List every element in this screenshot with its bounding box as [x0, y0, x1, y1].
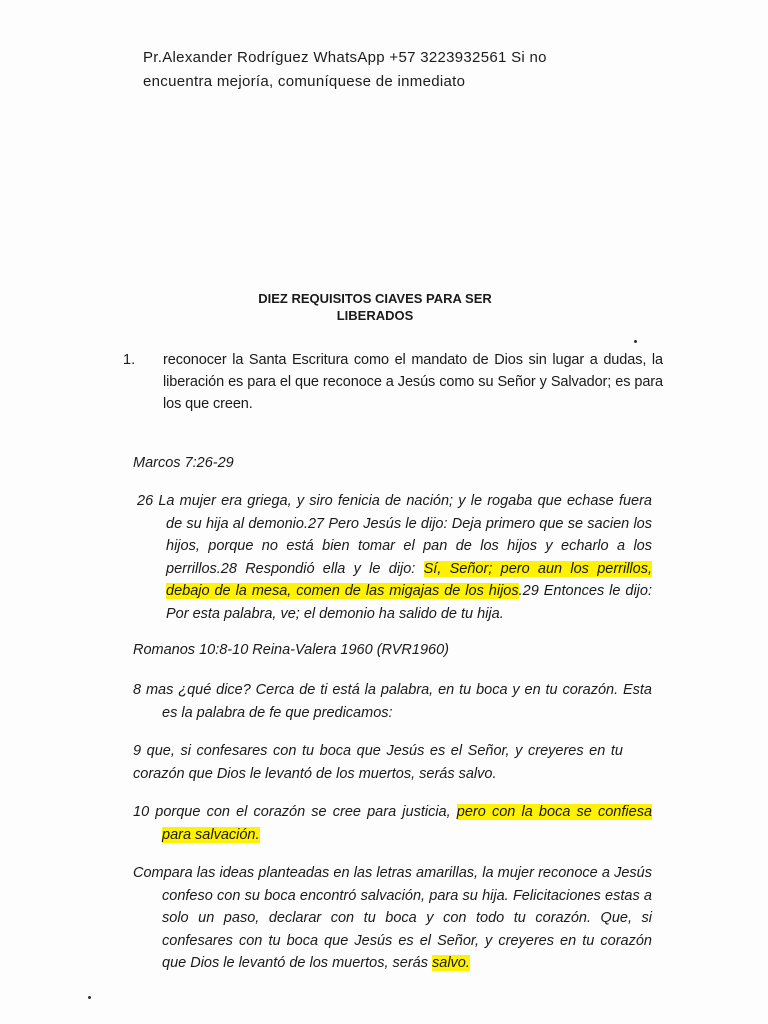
header-line-2: encuentra mejoría, comuníquese de inmediato: [143, 73, 466, 90]
romanos-verse-10: [133, 801, 652, 846]
verse-10-highlight: pero con la boca se confiesa para salvación.: [162, 804, 653, 843]
scripture-reference-marcos: Marcos 7:26-29: [133, 455, 234, 471]
marcos-highlight: Sí, Señor; pero aun los perrillos, debajo de la mesa, comen de las migajas de los hijos: [166, 560, 652, 599]
title-line-2: LIBERADOS: [336, 308, 414, 323]
requirement-item-1: [123, 349, 663, 415]
closing-highlight: salvo.: [432, 955, 470, 971]
romanos-verse-9: 9 que, si confesares con tu boca que Jesús es el Señor, y creyeres en tu corazón que Dios le levantó de los muertos, serás salvo.: [133, 743, 623, 782]
marcos-passage: [137, 490, 652, 625]
marcos-text-part-2: .29 Entonces le dijo: Por esta palabra, ve; el demonio ha salido de tu hija.: [166, 583, 652, 622]
verse-10-text: 10 porque con el corazón se cree para justicia,: [133, 804, 457, 820]
item-number: 1.: [123, 352, 136, 368]
closing-text: Compara las ideas planteadas en las letras amarillas, la mujer reconoce a Jesús confeso con su boca encontró salvación, para su hija. Felicitaciones estas a solo un paso, declarar con tu boca y con todo tu corazón. Que, si confesares con tu boca que Jesús es el Señor, y creyeres en tu corazón que Dios le levantó de los muertos, serás: [133, 865, 652, 971]
contact-header: [143, 46, 703, 94]
title-line-1: DIEZ REQUISITOS CIAVES PARA SER: [258, 291, 492, 306]
header-line-1: Pr.Alexander Rodríguez WhatsApp +57 3223932561 Si no: [143, 49, 547, 66]
closing-paragraph: [133, 862, 652, 975]
item-text: reconocer la Santa Escritura como el mandato de Dios sin lugar a dudas, la liberación es para el que reconoce a Jesús como su Señor y Salvador; es para los que creen.: [163, 352, 663, 412]
scan-speck: [634, 340, 637, 343]
scripture-reference-romanos: Romanos 10:8-10 Reina-Valera 1960 (RVR1960): [133, 642, 449, 658]
document-title: [230, 290, 520, 324]
romanos-verse-8: 8 mas ¿qué dice? Cerca de ti está la palabra, en tu boca y en tu corazón. Esta es la palabra de fe que predicamos:: [133, 682, 652, 721]
marcos-text-part-1: 26 La mujer era griega, y siro fenicia de nación; y le rogaba que echase fuera de su hija al demonio.27 Pero Jesús le dijo: Deja primero que se sacien los hijos, porque no está bien tomar el pan de los hijos y echarlo a los perrillos.28 Respondió ella y le dijo:: [137, 493, 652, 577]
scan-speck: [88, 996, 91, 999]
